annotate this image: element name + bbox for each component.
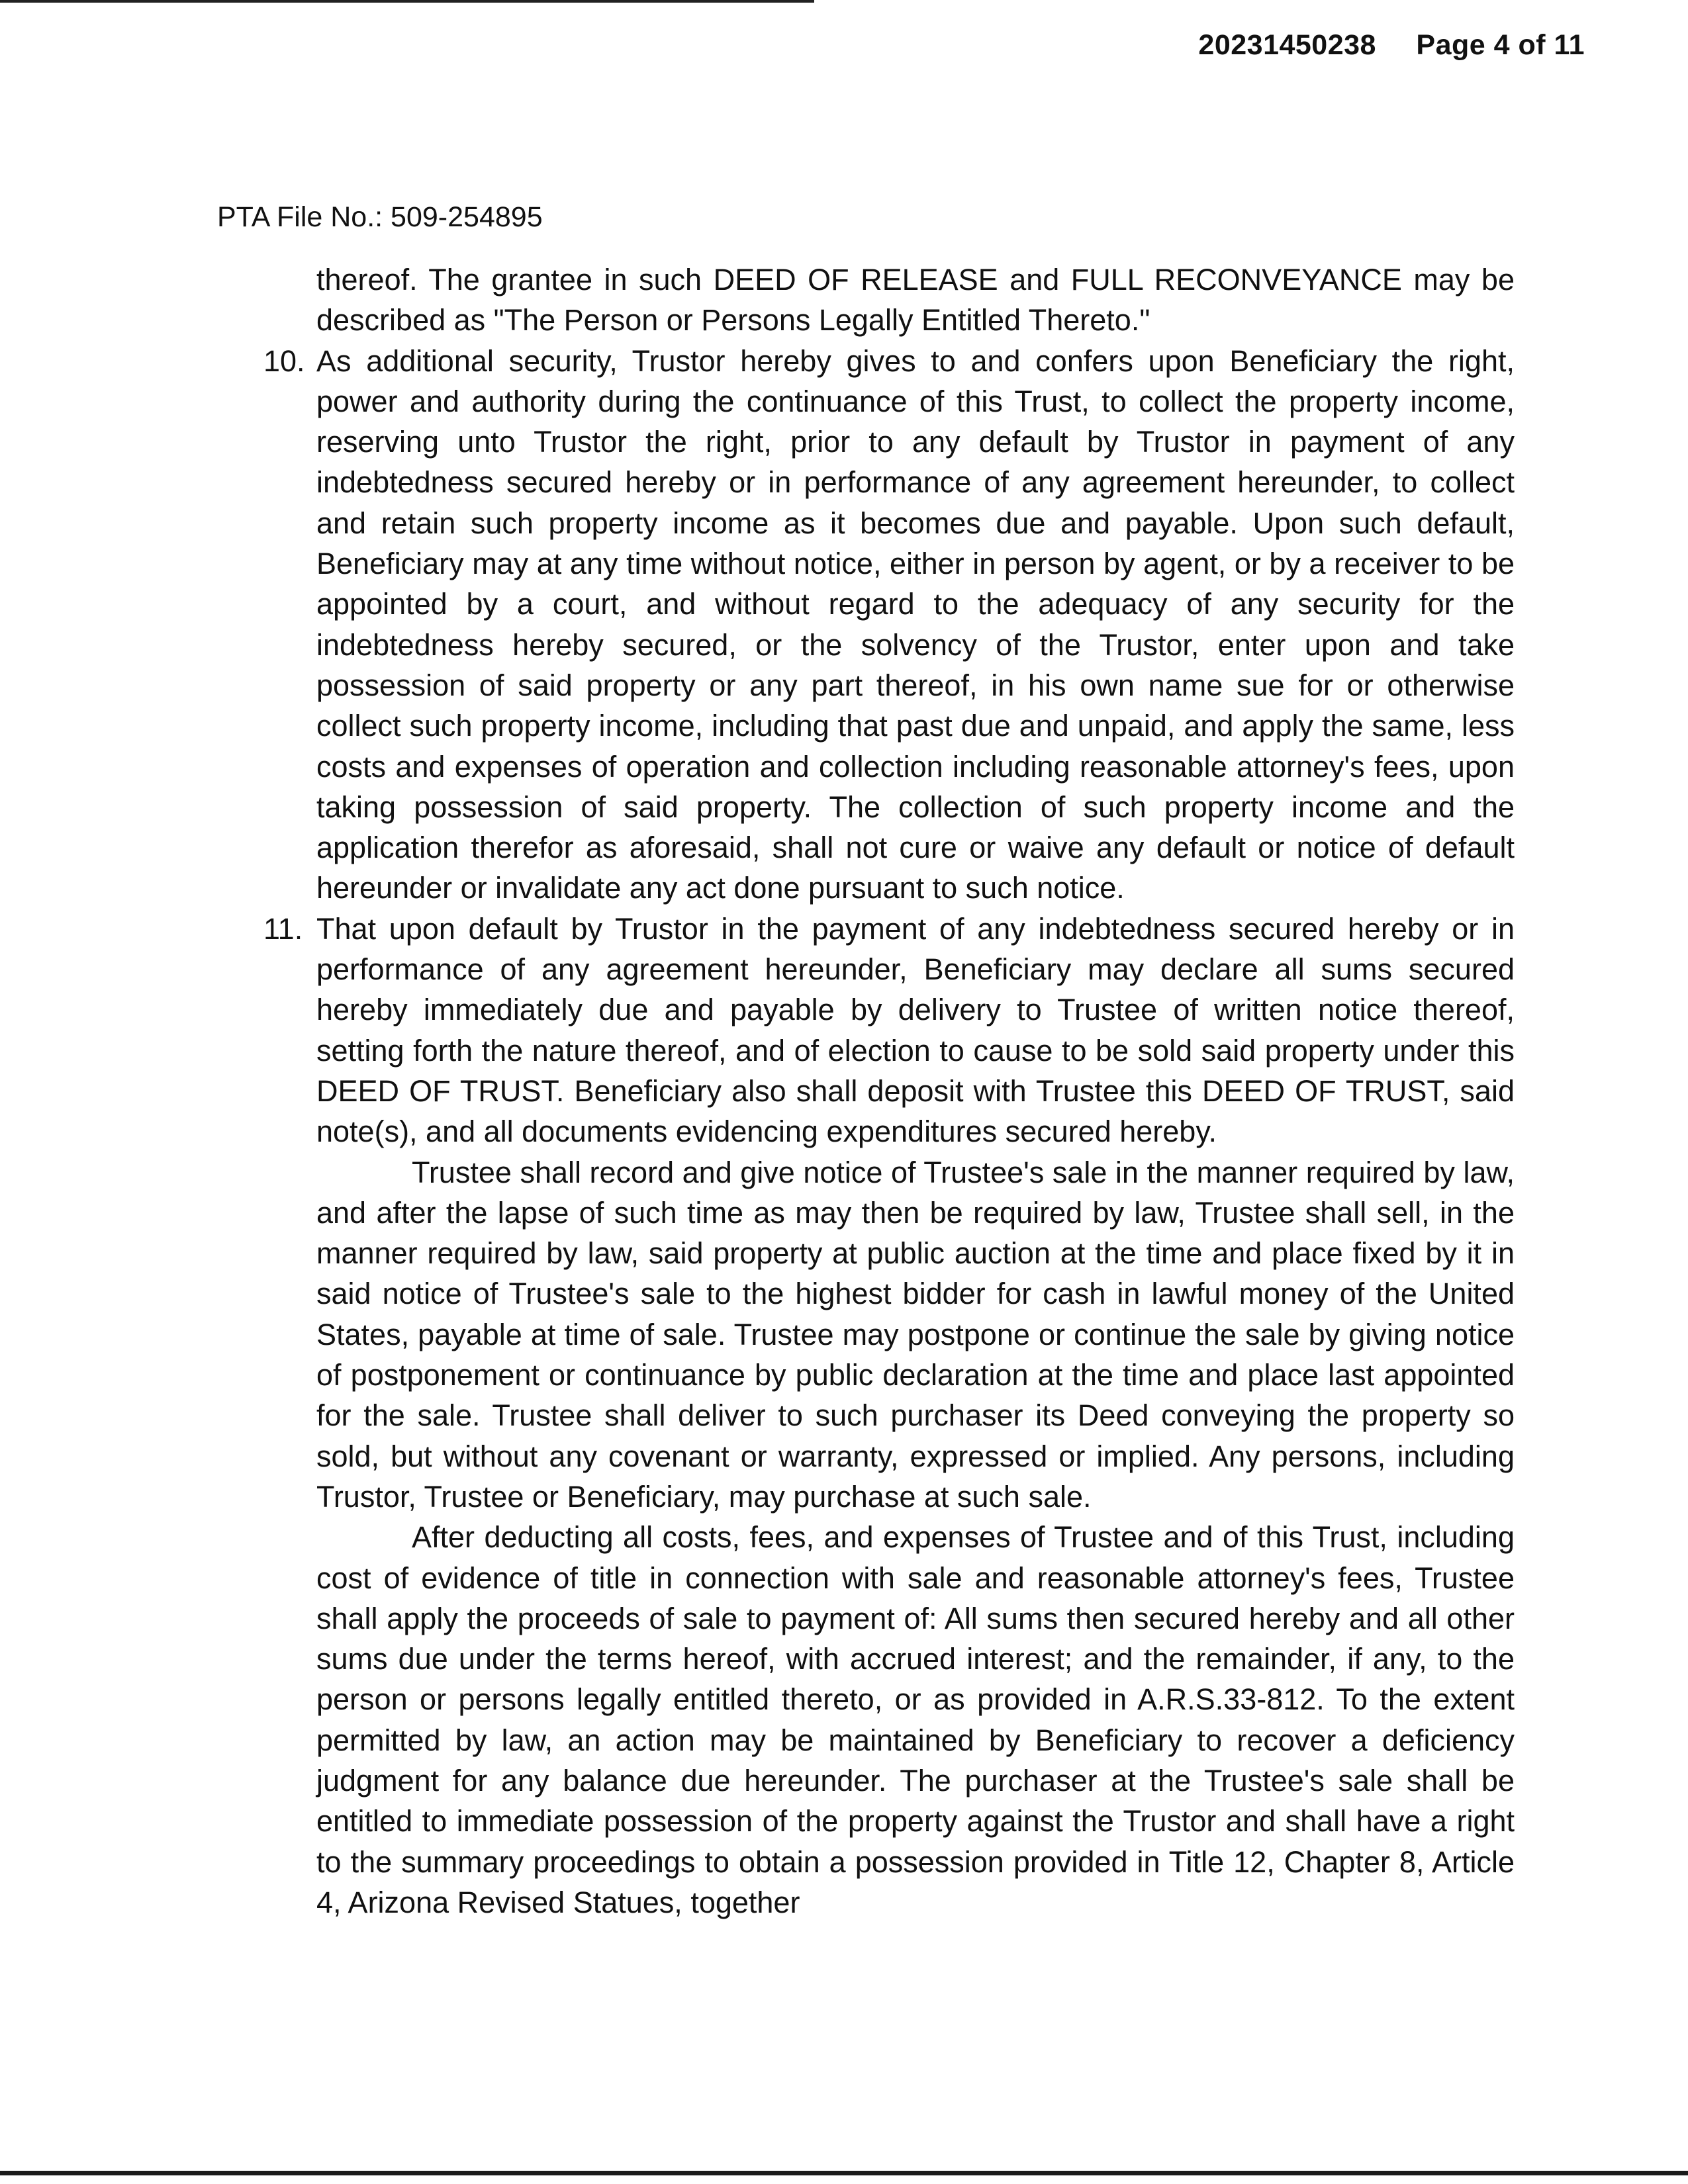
continuation-paragraph: thereof. The grantee in such DEED OF RELEASE and FULL RECONVEYANCE may be described as "The Person or Persons Legally Entitled Thereto." bbox=[316, 263, 1515, 338]
page-label: Page 4 of 11 bbox=[1416, 29, 1585, 61]
paragraph-10-number: 10. bbox=[263, 343, 305, 378]
paragraph-10 bbox=[263, 341, 1515, 909]
paragraph-11-number: 11. bbox=[263, 911, 303, 946]
file-number: PTA File No.: 509-254895 bbox=[217, 201, 543, 233]
bottom-edge-rule bbox=[0, 2171, 1688, 2175]
paragraph-11 bbox=[263, 909, 1515, 1152]
top-edge-rule bbox=[0, 0, 814, 3]
document-body bbox=[263, 259, 1515, 1923]
trustee-sale-paragraph: Trustee shall record and give notice of Trustee's sale in the manner required by law, and after the lapse of such time as may then be required by law, Trustee shall sell, in the manner required by law, said property at public auction at the time and place fixed by it in said notice of Trustee's sale to the highest bidder for cash in lawful money of the United States, payable at time of sale. Trustee may postpone or continue the sale by giving notice of postponement or continuance by public declaration at the time and place last appointed for the sale. Trustee shall deliver to such purchaser its Deed conveying the property so sold, but without any covenant or warranty, expressed or implied. Any persons, including Trustor, Trustee or Beneficiary, may purchase at such sale. bbox=[316, 1155, 1515, 1514]
sale-proceeds-paragraph: After deducting all costs, fees, and expenses of Trustee and of this Trust, including cost of evidence of title in connection with sale and reasonable attorney's fees, Trustee shall apply the proceeds of sale to payment of: All sums then secured hereby and all other sums due under the terms hereof, with accrued interest; and the remainder, if any, to the person or persons legally entitled thereto, or as provided in A.R.S.33-812. To the extent permitted by law, an action may be maintained by Beneficiary to recover a deficiency judgment for any balance due hereunder. The purchaser at the Trustee's sale shall be entitled to immediate possession of the property against the Trustor and shall have a right to the summary proceedings to obtain a possession provided in Title 12, Chapter 8, Article 4, Arizona Revised Statues, together bbox=[316, 1520, 1515, 1919]
paragraph-11-text: That upon default by Trustor in the payment of any indebtedness secured hereby or in performance of any agreement hereunder, Beneficiary may declare all sums secured hereby immediately due and payable by delivery to Trustee of written notice thereof, setting forth the nature thereof, and of election to cause to be sold said property under this DEED OF TRUST. Beneficiary also shall deposit with Trustee this DEED OF TRUST, said note(s), and all documents evidencing expenditures secured hereby. bbox=[316, 911, 1515, 1149]
recording-header bbox=[1198, 29, 1585, 62]
paragraph-10-text: As additional security, Trustor hereby gives to and confers upon Beneficiary the right, power and authority during the continuance of this Trust, to collect the property income, reserving unto Trustor the right, prior to any default by Trustor in payment of any indebtedness secured hereby or in performance of any agreement hereunder, to collect and retain such property income as it becomes due and payable. Upon such default, Beneficiary may at any time without notice, either in person by agent, or by a receiver to be appointed by a court, and without regard to the adequacy of any security for the indebtedness hereby secured, or the solvency of the Trustor, enter upon and take possession of said property or any part thereof, in his own name sue for or otherwise collect such property income, including that past due and unpaid, and apply the same, less costs and expenses of operation and collection including reasonable attorney's fees, upon taking possession of said property. The collection of such property income and the application therefor as aforesaid, shall not cure or waive any default or notice of default hereunder or invalidate any act done pursuant to such notice. bbox=[316, 343, 1515, 905]
record-number: 20231450238 bbox=[1198, 29, 1376, 61]
